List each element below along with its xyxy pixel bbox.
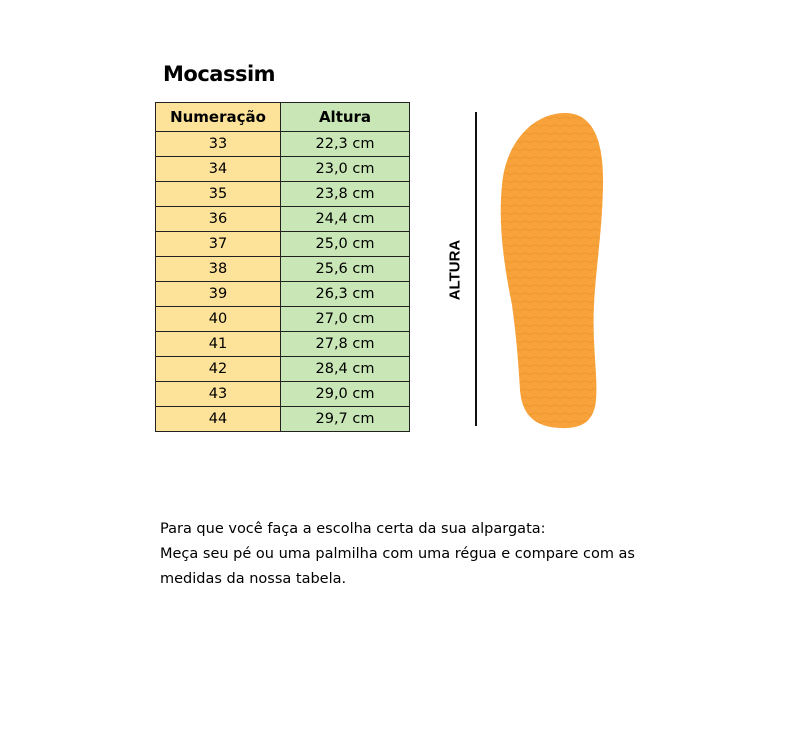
numeracao-cell: 39: [156, 282, 281, 307]
altura-cell: 29,0 cm: [281, 382, 410, 407]
table-row: [156, 182, 410, 207]
altura-cell: 25,6 cm: [281, 257, 410, 282]
numeracao-cell: 36: [156, 207, 281, 232]
numeracao-cell: 37: [156, 232, 281, 257]
instruction-line: medidas da nossa tabela.: [160, 571, 347, 587]
numeracao-cell: 44: [156, 407, 281, 432]
altura-cell: 25,0 cm: [281, 232, 410, 257]
altura-cell: 27,0 cm: [281, 307, 410, 332]
instructions-text: [160, 517, 635, 592]
table-row: [156, 307, 410, 332]
numeracao-cell: 34: [156, 157, 281, 182]
instruction-line: Meça seu pé ou uma palmilha com uma régua e compare com as: [160, 546, 635, 562]
numeracao-cell: 35: [156, 182, 281, 207]
altura-cell: 29,7 cm: [281, 407, 410, 432]
header-altura: Altura: [281, 103, 410, 132]
table-row: [156, 282, 410, 307]
table-row: [156, 132, 410, 157]
numeracao-cell: 38: [156, 257, 281, 282]
numeracao-cell: 40: [156, 307, 281, 332]
altura-cell: 24,4 cm: [281, 207, 410, 232]
altura-cell: 28,4 cm: [281, 357, 410, 382]
altura-cell: 26,3 cm: [281, 282, 410, 307]
numeracao-cell: 41: [156, 332, 281, 357]
instruction-line: Para que você faça a escolha certa da sua alpargata:: [160, 521, 546, 537]
size-table: [155, 102, 410, 432]
numeracao-cell: 43: [156, 382, 281, 407]
numeracao-cell: 33: [156, 132, 281, 157]
table-header-row: [156, 103, 410, 132]
table-row: [156, 332, 410, 357]
altura-cell: 22,3 cm: [281, 132, 410, 157]
table-row: [156, 207, 410, 232]
altura-cell: 23,8 cm: [281, 182, 410, 207]
height-measure-line: [475, 112, 477, 426]
altura-cell: 23,0 cm: [281, 157, 410, 182]
table-row: [156, 157, 410, 182]
table-row: [156, 407, 410, 432]
numeracao-cell: 42: [156, 357, 281, 382]
page-title: Mocassim: [163, 62, 276, 86]
table-row: [156, 257, 410, 282]
altura-label: ALTURA: [446, 239, 464, 301]
header-numeracao: Numeração: [156, 103, 281, 132]
table-row: [156, 357, 410, 382]
insole-image: [490, 105, 620, 435]
table-row: [156, 232, 410, 257]
altura-cell: 27,8 cm: [281, 332, 410, 357]
table-row: [156, 382, 410, 407]
